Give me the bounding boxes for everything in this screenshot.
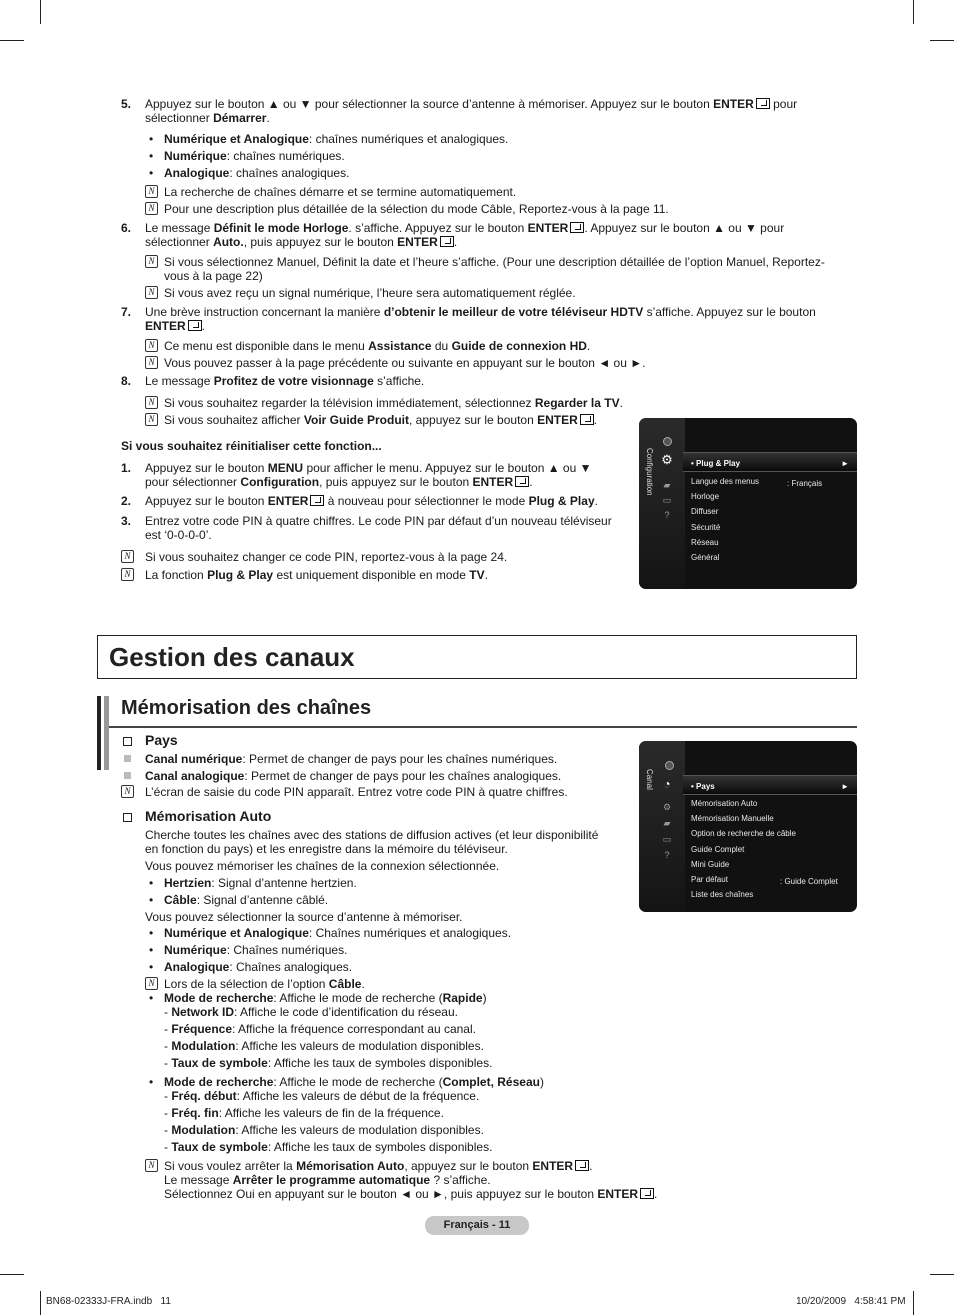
note-icon: N: [145, 396, 158, 409]
gear-icon: ⚙: [662, 802, 672, 812]
enter-icon: [310, 495, 324, 506]
note-text: L’écran de saisie du code PIN apparaît. Entrez votre code PIN à quatre chiffres.: [145, 785, 568, 799]
step-number: 1.: [121, 461, 132, 475]
step-text: Entrez votre code PIN à quatre chiffres. Le code PIN par défaut d’un nouveau téléviseur est ‘0-0-0-0’.: [145, 514, 612, 542]
sub-item: - Taux de symbole: Affiche les taux de symboles disponibles.: [164, 1056, 493, 1070]
note-icon: N: [145, 977, 158, 990]
osd-item-value: : Guide Complet: [780, 877, 838, 886]
osd-side-label: Configuration: [645, 448, 654, 496]
note-text: Lors de la sélection de l’option Câble.: [164, 977, 365, 991]
osd-item: Mini Guide: [691, 860, 730, 869]
bullet-item: Numérique et Analogique: Chaînes numériques et analogiques.: [164, 926, 512, 940]
enter-icon: [756, 98, 770, 109]
enter-icon: [580, 414, 594, 425]
note-icon: N: [121, 550, 134, 563]
application-icon: ▭: [662, 834, 672, 844]
footer-date: 10/20/2009 4:58:41 PM: [796, 1296, 906, 1307]
note-icon: N: [145, 286, 158, 299]
osd-item: Mémorisation Manuelle: [691, 814, 774, 823]
crop-mark: [913, 1291, 914, 1315]
reset-heading: Si vous souhaitez réinitialiser cette fonction...: [121, 439, 382, 453]
pays-heading: Pays: [145, 732, 178, 748]
picture-icon: [665, 761, 674, 770]
footer-file: BN68-02333J-FRA.indb 11: [46, 1296, 171, 1307]
checkbox-bullet-icon: [123, 737, 132, 746]
crop-mark: [913, 0, 914, 24]
bullet-dot: •: [149, 166, 154, 180]
sub-item: - Fréq. début: Affiche les valeurs de début de la fréquence.: [164, 1089, 480, 1103]
step-text: Le message Définit le mode Horloge. s’affiche. Appuyez sur le bouton ENTER . Appuyez sur le bouton ▲ ou ▼ pour sélectionner Auto., puis appuyez sur le bouton ENTER .: [145, 221, 785, 249]
bullet-dot: •: [149, 960, 154, 974]
right-arrow-icon: ►: [841, 459, 849, 468]
section-title-box: [97, 635, 857, 679]
section-rule: [109, 726, 857, 728]
step-number: 5.: [121, 97, 132, 111]
input-icon: ▰: [663, 480, 671, 490]
note-text: Si vous sélectionnez Manuel, Définit la date et l’heure s’affiche. (Pour une description détaillée de l’option Manuel, Reportez- vous à la page 22): [164, 255, 825, 283]
bullet-dot: •: [149, 893, 154, 907]
step-text: Le message Profitez de votre visionnage s’affiche.: [145, 374, 425, 388]
pays-line: Canal numérique: Permet de changer de pays pour les chaînes numériques.: [145, 752, 558, 766]
step-number: 8.: [121, 374, 132, 388]
crop-mark: [930, 1274, 954, 1275]
bullet-dot: •: [149, 943, 154, 957]
sub-item: - Modulation: Affiche les valeurs de modulation disponibles.: [164, 1123, 484, 1137]
note-text: La recherche de chaînes démarre et se termine automatiquement.: [164, 185, 517, 199]
bullet-item: Numérique: chaînes numériques.: [164, 149, 345, 163]
support-icon: ?: [664, 850, 670, 860]
crop-mark: [40, 1291, 41, 1315]
page-number-badge: Français - 11: [425, 1216, 529, 1235]
sub-item: - Modulation: Affiche les valeurs de modulation disponibles.: [164, 1039, 484, 1053]
application-icon: ▭: [662, 495, 672, 505]
section-subtitle: Mémorisation des chaînes: [121, 697, 372, 719]
auto-paragraph: Cherche toutes les chaînes avec des stations de diffusion actives (et leur disponibilité en fonction du pays) et les enregistre dans la mémoire du téléviseur.: [145, 828, 599, 856]
osd-menu-canal: [639, 741, 857, 912]
bullet-item: Analogique: chaînes analogiques.: [164, 166, 350, 180]
note-icon: N: [121, 785, 134, 798]
picture-icon: [663, 437, 672, 446]
section-bar: [104, 696, 109, 770]
enter-icon: [440, 236, 454, 247]
osd-selected-item: • Plug & Play: [691, 459, 741, 468]
enter-icon: [188, 320, 202, 331]
note-text: Si vous souhaitez afficher Voir Guide Produit, appuyez sur le bouton ENTER .: [164, 413, 598, 427]
note-icon: N: [145, 356, 158, 369]
bullet-dot: •: [149, 876, 154, 890]
osd-item: Langue des menus: [691, 477, 760, 486]
auto-paragraph: Vous pouvez sélectionner la source d’antenne à mémoriser.: [145, 910, 463, 924]
auto-paragraph: Vous pouvez mémoriser les chaînes de la connexion sélectionnée.: [145, 859, 500, 873]
crop-mark: [0, 40, 24, 41]
crop-mark: [930, 40, 954, 41]
enter-icon: [515, 476, 529, 487]
bullet-item: Analogique: Chaînes analogiques.: [164, 960, 353, 974]
sub-item: - Fréquence: Affiche la fréquence correspondant au canal.: [164, 1022, 476, 1036]
grey-square-bullet: [124, 772, 131, 779]
note-text: Si vous voulez arrêter la Mémorisation Auto, appuyez sur le bouton ENTER . Le message Arrêter le programme automatique ? s’affiche. Sélectionnez Oui en appuyant sur le bouton ◄ ou ►, puis appuyez sur le bouton ENTER .: [164, 1159, 658, 1201]
osd-item: Horloge: [691, 492, 720, 501]
bullet-item: Numérique et Analogique: chaînes numériques et analogiques.: [164, 132, 509, 146]
step-text: Appuyez sur le bouton MENU pour afficher le menu. Appuyez sur le bouton ▲ ou ▼ pour sélectionner Configuration, puis appuyez sur le bouton ENTER .: [145, 461, 592, 489]
bullet-dot: •: [149, 926, 154, 940]
bullet-dot: •: [149, 1075, 154, 1089]
checkbox-bullet-icon: [123, 813, 132, 822]
auto-heading: Mémorisation Auto: [145, 808, 272, 824]
osd-item-value: : Français: [787, 479, 823, 488]
note-text: Si vous souhaitez regarder la télévision immédiatement, sélectionnez Regarder la TV.: [164, 396, 623, 410]
page-title: Gestion des canaux: [109, 642, 355, 672]
osd-menu-configuration: [639, 418, 857, 589]
osd-item: Diffuser: [691, 507, 719, 516]
step-number: 2.: [121, 494, 132, 508]
note-icon: N: [145, 185, 158, 198]
note-icon: N: [145, 413, 158, 426]
step-number: 3.: [121, 514, 132, 528]
bullet-item: Câble: Signal d’antenne câblé.: [164, 893, 329, 907]
note-icon: N: [121, 568, 134, 581]
note-text: Vous pouvez passer à la page précédente ou suivante en appuyant sur le bouton ◄ ou ►.: [164, 356, 646, 370]
step-number: 7.: [121, 305, 132, 319]
bullet-item: Hertzien: Signal d’antenne hertzien.: [164, 876, 357, 890]
step-text: Appuyez sur le bouton ▲ ou ▼ pour sélectionner la source d’antenne à mémoriser. Appuyez sur le bouton ENTER pour sélectionner Démarrer.: [145, 97, 798, 125]
osd-selected-item: • Pays: [691, 782, 715, 791]
note-text: Si vous souhaitez changer ce code PIN, reportez-vous à la page 24.: [145, 550, 508, 564]
osd-item: Sécurité: [691, 523, 721, 532]
osd-side-label: Canal: [645, 769, 654, 790]
note-text: Si vous avez reçu un signal numérique, l’heure sera automatiquement réglée.: [164, 286, 576, 300]
osd-item: Par défaut: [691, 875, 728, 884]
support-icon: ?: [664, 510, 670, 520]
bullet-item: Numérique: Chaînes numériques.: [164, 943, 348, 957]
note-icon: N: [145, 255, 158, 268]
osd-item: Réseau: [691, 538, 719, 547]
satellite-dish-icon: ◔: [663, 777, 671, 791]
note-text: La fonction Plug & Play est uniquement disponible en mode TV.: [145, 568, 488, 582]
crop-mark: [40, 0, 41, 24]
osd-item: Option de recherche de câble: [691, 829, 796, 838]
osd-item: Mémorisation Auto: [691, 799, 758, 808]
right-arrow-icon: ►: [841, 782, 849, 791]
note-text: Ce menu est disponible dans le menu Assistance du Guide de connexion HD.: [164, 339, 591, 353]
gear-icon: ⚙: [661, 452, 673, 467]
note-icon: N: [145, 202, 158, 215]
bullet-item: Mode de recherche: Affiche le mode de recherche (Rapide): [164, 991, 487, 1005]
step-text: Appuyez sur le bouton ENTER à nouveau pour sélectionner le mode Plug & Play.: [145, 494, 598, 508]
section-bar: [97, 696, 101, 770]
bullet-dot: •: [149, 991, 154, 1005]
osd-item: Général: [691, 553, 720, 562]
enter-icon: [640, 1188, 654, 1199]
enter-icon: [575, 1160, 589, 1171]
sub-item: - Network ID: Affiche le code d’identification du réseau.: [164, 1005, 458, 1019]
sub-item: - Taux de symbole: Affiche les taux de symboles disponibles.: [164, 1140, 493, 1154]
grey-square-bullet: [124, 755, 131, 762]
bullet-dot: •: [149, 132, 154, 146]
note-icon: N: [145, 339, 158, 352]
osd-item: Liste des chaînes: [691, 890, 754, 899]
step-number: 6.: [121, 221, 132, 235]
note-text: Pour une description plus détaillée de la sélection du mode Câble, Reportez-vous à la page 11.: [164, 202, 669, 216]
note-icon: N: [145, 1159, 158, 1172]
input-icon: ▰: [663, 818, 671, 828]
sub-item: - Fréq. fin: Affiche les valeurs de fin de la fréquence.: [164, 1106, 444, 1120]
step-text: Une brève instruction concernant la manière d’obtenir le meilleur de votre téléviseur HDTV s’affiche. Appuyez sur le bouton ENTER .: [145, 305, 816, 333]
crop-mark: [0, 1274, 24, 1275]
osd-item: Guide Complet: [691, 845, 745, 854]
bullet-item: Mode de recherche: Affiche le mode de recherche (Complet, Réseau): [164, 1075, 544, 1089]
enter-icon: [570, 222, 584, 233]
pays-line: Canal analogique: Permet de changer de pays pour les chaînes analogiques.: [145, 769, 562, 783]
bullet-dot: •: [149, 149, 154, 163]
